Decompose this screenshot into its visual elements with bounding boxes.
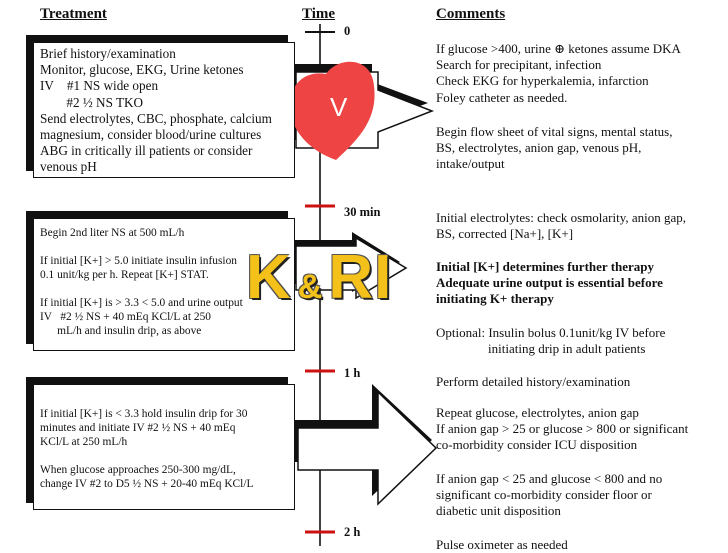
box-line: #2 ½ NS TKO [40,94,144,110]
box-line: minutes and initiate IV #2 ½ NS + 40 mEq [40,422,236,434]
box-line: If initial [K+] is > 3.3 < 5.0 and urine output [40,297,243,309]
kri-ri: RI [328,243,393,312]
comment-line: If anion gap > 25 or glucose > 800 or significant [436,421,689,437]
box-line: mL/h and insulin drip, as above [40,325,202,337]
box-line: IV #2 ½ NS + 40 mEq KCl/L at 250 [40,311,211,323]
comment-line: Repeat glucose, electrolytes, anion gap [436,405,639,420]
time-label-0: 0 [344,24,351,38]
kri-ampersand: & [297,268,323,306]
comment-line: Foley catheter as needed. [436,89,568,105]
comment-line: Initial electrolytes: check osmolarity, anion gap, [436,210,687,225]
box-line: Begin 2nd liter NS at 500 mL/h [40,227,185,239]
comment-block-5 [436,325,665,357]
comment-block-6 [436,374,630,390]
box-line: Monitor, glucose, EKG, Urine ketones [40,62,244,78]
arrow-3 [298,392,436,504]
box-line: venous pH [40,159,97,175]
time-label-1h: 1 h [344,366,361,380]
treatment-box-3 [33,384,295,510]
comment-block-3 [436,210,686,242]
box-line: magnesium, consider blood/urine cultures [40,127,262,143]
comment-line: Adequate urine output is essential before [436,275,663,291]
comment-line: Initial [K+] determines further therapy [436,259,655,274]
box-line: If initial [K+] > 5.0 initiate insulin infusion [40,255,237,267]
heart-letter: V [330,92,348,122]
comment-block-7 [436,405,688,454]
time-label-2h: 2 h [344,525,361,539]
box-line: 0.1 unit/kg per h. Repeat [K+] STAT. [40,269,209,281]
comment-line: If anion gap < 25 and glucose < 800 and no [436,471,663,486]
kri-overlay [246,242,392,313]
comment-line: Begin flow sheet of vital signs, mental status, [436,124,673,139]
comment-block-8 [436,471,662,520]
box-line: KCl/L at 250 mL/h [40,436,128,448]
comment-line: Check EKG for hyperkalemia, infarction [436,73,649,89]
box-line [40,449,288,463]
comment-line: initiating K+ therapy [436,291,554,307]
comment-block-1 [436,41,681,106]
comment-line: initiating drip in adult patients [436,341,646,357]
comment-line: Pulse oximeter as needed [436,537,568,552]
comment-line: BS, electrolytes, anion gap, venous pH, [436,140,642,156]
kri-k: K [246,243,292,312]
header-time: Time [302,6,336,22]
box-line: When glucose approaches 250-300 mg/dL, [40,464,236,476]
time-label-30min: 30 min [344,205,381,219]
comment-block-9 [436,537,568,553]
comment-line: Perform detailed history/examination [436,374,631,389]
comment-line: Optional: Insulin bolus 0.1unit/kg IV before [436,325,666,340]
box-line: Brief history/examination [40,46,176,61]
box-line: IV #1 NS wide open [40,78,159,94]
comment-line: significant co-morbidity consider floor or [436,487,652,503]
comment-block-2 [436,124,673,173]
comment-line: BS, corrected [Na+], [K+] [436,226,574,242]
box-line: change IV #2 to D5 ½ NS + 20-40 mEq KCl/L [40,478,254,490]
header-comments: Comments [436,6,506,22]
box-line: If initial [K+] is < 3.3 hold insulin drip for 30 [40,408,248,420]
comment-block-4 [436,259,663,308]
comment-line: intake/output [436,156,505,172]
box-line: Send electrolytes, CBC, phosphate, calcium [40,110,272,126]
treatment-box-1 [33,42,295,178]
comment-line: co-morbidity consider ICU disposition [436,437,638,453]
box-line: ABG in critically ill patients or consider [40,143,253,159]
header-treatment: Treatment [40,6,107,22]
comment-line: If glucose >400, urine ⊕ ketones assume DKA [436,41,681,56]
comment-line: Search for precipitant, infection [436,57,602,73]
comment-line: diabetic unit disposition [436,503,561,519]
